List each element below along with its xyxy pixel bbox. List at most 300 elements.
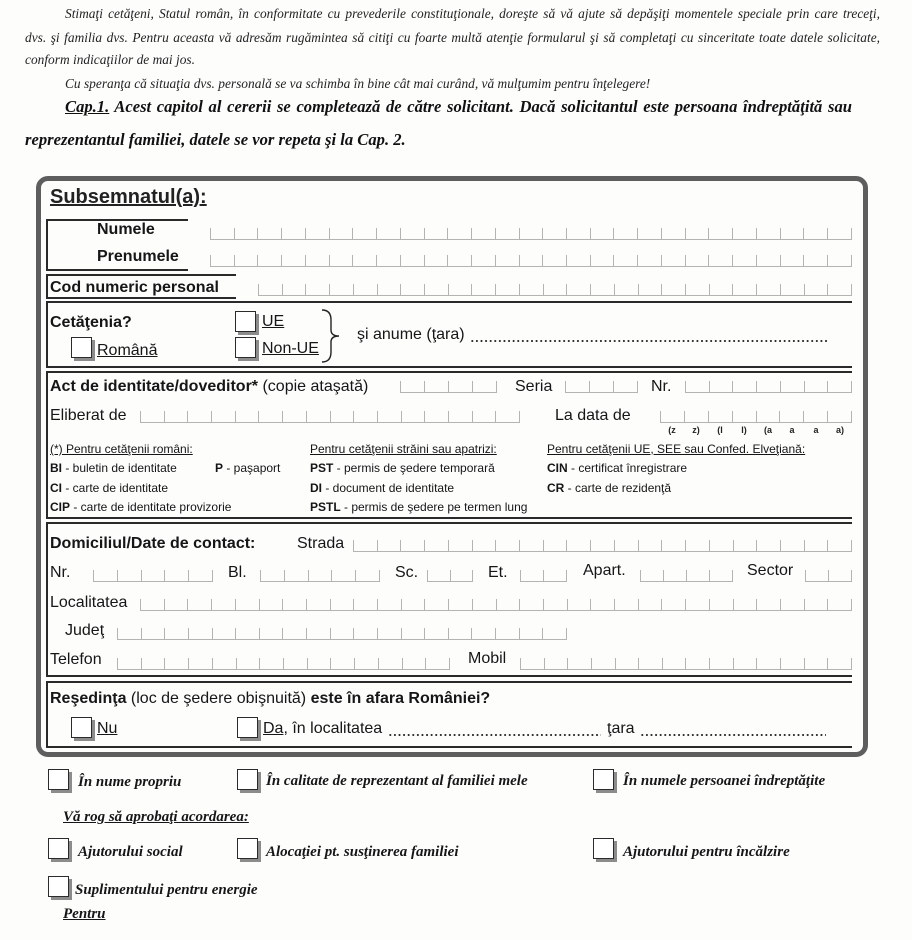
number-label: Nr. [651,378,672,395]
legend-desc: - carte de rezidenţă [564,481,672,495]
char-box [210,228,234,240]
divider [46,219,48,271]
char-box [709,599,733,611]
char-box [567,599,591,611]
char-box [827,228,852,240]
char-box [685,658,709,670]
last-name-label: Numele [97,221,155,238]
char-box [519,628,543,640]
char-box [424,381,448,393]
char-box [257,228,281,240]
legend-code: P [215,461,224,475]
id-document-label-note: (copie ataşată) [258,378,369,395]
issued-by-field[interactable] [140,411,520,423]
char-box [827,284,852,296]
citizenship-eu-checkbox[interactable] [235,311,256,332]
issue-date-field[interactable] [660,411,852,423]
char-box [590,599,614,611]
char-box [448,284,472,296]
country-label: şi anume (ţara) [357,326,465,343]
energy-supplement-label[interactable]: Suplimentului pentru energie [75,882,258,898]
cnp-label: Cod numeric personal [50,279,219,296]
date-hint: l) [741,425,747,435]
char-box [756,255,780,267]
char-box [305,228,329,240]
char-box [663,570,686,582]
chapter-label: Cap.1. [65,97,110,116]
legend-code: BI [50,461,62,475]
char-box [402,658,426,670]
block-label: Bl. [228,564,247,581]
char-box [565,381,589,393]
char-box [164,658,188,670]
char-box [377,599,401,611]
char-box [329,284,353,296]
legend-desc: - paşaport [223,461,281,475]
legend-romanian-heading: (*) Pentru cetăţenii români: [50,442,193,456]
divider [46,274,48,298]
mobile-field[interactable] [520,658,852,670]
char-box [804,284,828,296]
char-box [520,658,544,670]
char-box [259,658,283,670]
char-box [257,255,281,267]
char-box [377,284,401,296]
char-box [495,255,519,267]
legend-foreign-heading: Pentru cetăţenii străini sau apatrizi: [310,442,497,456]
issued-by-label: Eliberat de [50,407,127,424]
legend-item [310,481,454,495]
char-box [638,540,662,552]
char-box [684,411,708,423]
citizenship-label: Cetăţenia? [50,314,132,331]
char-box [756,381,780,393]
floor-label: Et. [488,564,508,581]
citizenship-romanian-checkbox[interactable] [71,337,92,358]
floor-field[interactable] [520,570,567,582]
char-box [117,570,141,582]
char-box [637,228,661,240]
char-box [613,228,637,240]
residence-locality-field[interactable] [388,733,601,737]
residence-no-checkbox[interactable] [71,717,92,738]
char-box [376,255,400,267]
capacity-entitled-person-checkbox[interactable] [593,769,614,790]
char-box [353,411,377,423]
residence-no-label[interactable]: Nu [97,720,118,737]
char-box [353,284,377,296]
char-box [566,284,590,296]
char-box [472,540,496,552]
char-box [211,599,235,611]
char-box [613,381,638,393]
date-hint: (a [763,425,772,435]
char-box [589,381,613,393]
legend-code: CR [547,481,565,495]
capacity-own-name-checkbox[interactable] [48,769,69,790]
legend-code: CI [50,481,62,495]
county-field[interactable] [117,628,567,640]
char-box [427,570,450,582]
char-box [331,570,355,582]
char-box [188,570,213,582]
char-box [804,540,828,552]
char-box [424,411,448,423]
char-box [234,255,258,267]
legend-code: PSTL [310,500,341,514]
section-divider [46,371,852,373]
staircase-label: Sc. [395,564,419,581]
char-box [827,540,852,552]
char-box [519,228,543,240]
char-box [779,411,803,423]
residence-heading-note: (loc de şedere obişnuită) [126,690,311,707]
char-box [281,228,305,240]
char-box [709,381,733,393]
char-box [164,570,188,582]
char-box [803,228,827,240]
char-box [733,658,757,670]
char-box [471,628,495,640]
residence-yes-suffix: , în localitatea [283,720,383,737]
char-box [566,255,590,267]
id-document-label [50,378,368,396]
char-box [140,411,164,423]
house-number-field[interactable] [93,570,213,582]
char-box [543,599,567,611]
char-box [306,411,330,423]
char-box [685,228,709,240]
char-box [662,658,686,670]
divider [46,522,48,677]
char-box [732,411,756,423]
char-box [212,658,236,670]
apartment-field[interactable] [640,570,733,582]
char-box [329,255,353,267]
char-box [733,599,757,611]
capacity-entitled-person-label[interactable]: În numele persoanei îndreptăţite [623,773,826,789]
char-box [448,599,472,611]
char-box [377,540,401,552]
char-box [401,628,425,640]
char-box [236,658,260,670]
char-box [709,570,733,582]
char-box [614,284,638,296]
char-box [400,284,424,296]
section-divider [46,681,852,683]
legend-desc: - permis de şedere temporară [333,461,495,475]
char-box [590,540,614,552]
form-title: Subsemnatul(a): [50,186,207,208]
series-field[interactable] [565,381,638,393]
char-box [827,599,852,611]
char-box [93,570,117,582]
char-box [164,411,188,423]
char-box [424,540,448,552]
char-box [660,411,684,423]
citizenship-romanian-label[interactable]: Română [97,342,158,359]
char-box [661,284,685,296]
char-box [471,255,495,267]
char-box [661,228,685,240]
char-box [258,411,282,423]
char-box [400,381,424,393]
residence-yes-label[interactable] [263,720,382,738]
address-heading: Domiciliul/Date de contact: [50,535,256,552]
char-box [803,255,827,267]
char-box [804,381,828,393]
char-box [637,255,661,267]
char-box [685,284,709,296]
family-allowance-label[interactable]: Alocaţiei pt. susţinerea familiei [266,844,459,860]
char-box [804,658,828,670]
char-box [235,628,259,640]
for-label: Pentru [63,906,106,922]
char-box [305,284,329,296]
legend-item [215,461,280,475]
number-field[interactable] [685,381,852,393]
section-divider [46,517,852,519]
heating-aid-checkbox[interactable] [593,838,614,859]
phone-field[interactable] [117,658,450,670]
legend-desc: - permis de şedere pe termen lung [340,500,528,514]
char-box [685,381,709,393]
capacity-family-rep-checkbox[interactable] [237,769,258,790]
char-box [543,284,567,296]
locality-field[interactable] [140,599,852,611]
char-box [424,628,448,640]
section-divider [46,746,852,748]
char-box [308,570,332,582]
char-box [495,628,519,640]
char-box [827,381,852,393]
legend-eu-heading: Pentru cetăţenii UE, SEE sau Confed. Elveţiană: [547,442,806,456]
char-box [377,628,401,640]
char-box [708,411,732,423]
char-box [352,228,376,240]
char-box [282,411,306,423]
char-box [685,540,709,552]
char-box [780,540,804,552]
char-box [377,411,401,423]
county-label: Judeţ [65,622,105,639]
char-box [756,228,780,240]
char-box [590,228,614,240]
intro-line-2: dvs. şi familia dvs. Pentru aceasta vă adresăm rugămintea să citiţi cu foarte multă atenţie formularul şi să completaţi cu sinceritate toate datele solicitate, [25,30,880,45]
legend-desc: - document de identitate [322,481,455,495]
char-box [164,628,188,640]
char-box [450,570,474,582]
char-box [709,658,733,670]
char-box [471,228,495,240]
legend-item [50,500,231,514]
char-box [283,658,307,670]
char-box [828,570,852,582]
residence-heading-question: este în afara României? [310,690,491,707]
house-number-label: Nr. [50,564,71,581]
char-box [638,599,662,611]
char-box [732,255,756,267]
residence-country-field[interactable] [640,733,826,737]
char-box [472,599,496,611]
char-box [495,411,520,423]
first-name-label: Prenumele [97,248,179,265]
char-box [353,599,377,611]
char-box [780,255,804,267]
char-box [827,658,852,670]
char-box [780,284,804,296]
citizenship-non-eu-label[interactable]: Non-UE [262,340,319,357]
social-aid-checkbox[interactable] [48,838,69,859]
char-box [520,570,543,582]
chapter-line-1: Acest capitol al cererii se completează de către solicitant. Dacă solicitantul este persoana îndreptăţită sau [114,97,852,116]
char-box [447,255,471,267]
char-box [591,658,615,670]
char-box [424,255,448,267]
char-box [542,228,566,240]
char-box [354,658,378,670]
char-box [355,570,380,582]
char-box [353,628,377,640]
char-box [401,599,425,611]
family-allowance-checkbox[interactable] [237,838,258,859]
energy-supplement-checkbox[interactable] [48,876,69,897]
citizenship-eu-label[interactable]: UE [262,313,285,330]
char-box [424,228,448,240]
char-box [448,628,472,640]
char-box [259,628,283,640]
char-box [141,628,165,640]
citizenship-non-eu-checkbox[interactable] [235,337,256,358]
char-box [401,411,425,423]
char-box [780,228,804,240]
char-box [615,658,639,670]
issue-date-label: La data de [555,407,631,424]
brace-icon [320,308,342,364]
date-hint: (l [717,425,723,435]
divider [46,681,48,748]
char-box [164,599,188,611]
legend-code: DI [310,481,322,495]
char-box [542,628,567,640]
block-field[interactable] [260,570,380,582]
char-box [590,284,614,296]
country-field[interactable] [470,339,828,343]
char-box [117,658,141,670]
divider [46,297,236,299]
heating-aid-label[interactable]: Ajutorului pentru încălzire [623,844,790,860]
legend-desc: - certificat înregistrare [567,461,688,475]
first-name-field[interactable] [210,255,852,267]
char-box [708,255,732,267]
char-box [141,658,165,670]
char-box [330,658,354,670]
char-box [495,540,519,552]
char-box [756,658,780,670]
legend-code: PST [310,461,334,475]
date-hint: z) [692,425,700,435]
char-box [803,411,827,423]
char-box [282,284,306,296]
date-hint: a) [835,425,844,435]
char-box [329,228,353,240]
char-box [756,284,780,296]
section-divider [46,301,852,303]
char-box [424,599,448,611]
char-box [544,658,568,670]
intro-thanks: Cu speranţa că situaţia dvs. personală se va schimba în bine cât mai curând, vă mulţumim pentru înţelegere! [65,76,651,91]
char-box [519,599,543,611]
last-name-field[interactable] [210,228,852,240]
residence-country-label: ţara [607,720,635,737]
intro-line-3: conform indicaţiilor de mai jos. [25,52,195,67]
date-hint: (z [668,425,676,435]
char-box [732,228,756,240]
char-box [805,570,828,582]
char-box [188,658,212,670]
char-box [709,284,733,296]
cnp-field[interactable] [258,284,852,296]
residence-yes-checkbox[interactable] [237,717,258,738]
char-box [472,381,497,393]
char-box [640,570,663,582]
char-box [282,599,306,611]
char-box [732,284,756,296]
char-box [804,599,828,611]
char-box [496,599,520,611]
street-field[interactable] [353,540,852,552]
date-format-hints [660,425,852,435]
char-box [211,411,235,423]
char-box [614,540,638,552]
char-box [210,255,234,267]
char-box [685,255,709,267]
legend-item [310,500,527,514]
social-aid-label[interactable]: Ajutorului social [78,844,183,860]
legend-item [50,481,168,495]
char-box [281,255,305,267]
char-box [780,599,804,611]
char-box [282,628,306,640]
id-document-type-field[interactable] [400,381,497,393]
char-box [235,411,259,423]
char-box [542,255,566,267]
capacity-family-rep-label[interactable]: În calitate de reprezentant al familiei mele [266,773,528,789]
char-box [258,284,282,296]
char-box [448,381,472,393]
char-box [376,228,400,240]
char-box [234,228,258,240]
char-box [448,540,472,552]
char-box [330,628,354,640]
char-box [756,599,780,611]
char-box [708,228,732,240]
char-box [330,599,354,611]
char-box [307,658,331,670]
legend-item [547,461,687,475]
residence-heading-bold: Reşedinţa [50,690,127,707]
id-document-label-bold: Act de identitate/doveditor* [50,378,259,395]
legend-code: CIN [547,461,568,475]
char-box [661,599,685,611]
char-box [400,540,424,552]
capacity-own-name-label[interactable]: În nume propriu [78,774,182,790]
sector-field[interactable] [805,570,852,582]
char-box [685,599,709,611]
chapter-heading [65,97,852,117]
char-box [613,255,637,267]
staircase-field[interactable] [427,570,473,582]
